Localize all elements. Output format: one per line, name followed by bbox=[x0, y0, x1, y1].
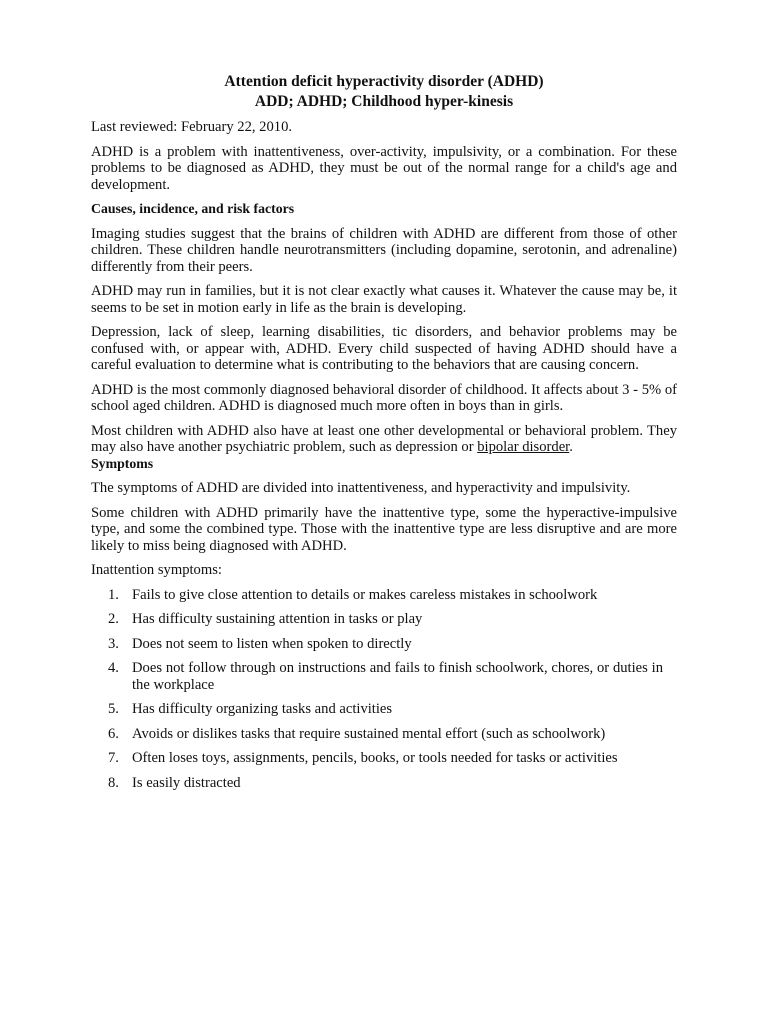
list-item-text: Does not seem to listen when spoken to directly bbox=[132, 635, 412, 652]
list-item-text: Does not follow through on instructions and fails to finish schoolwork, chores, or duties in the workplace bbox=[132, 660, 663, 693]
causes-paragraph-3: Depression, lack of sleep, learning disabilities, tic disorders, and behavior problems may be confused with, or appear with, ADHD. Every child suspected of having ADHD should have a careful evaluation to determine what is contributing to the behaviors that are causing concern. bbox=[91, 324, 677, 373]
causes-paragraph-5-end: . bbox=[569, 439, 573, 455]
list-item bbox=[91, 750, 677, 767]
list-item-number: 6. bbox=[108, 725, 119, 742]
title-line-1: Attention deficit hyperactivity disorder (ADHD) bbox=[224, 73, 544, 90]
list-item bbox=[91, 726, 677, 743]
list-item bbox=[91, 775, 677, 792]
list-item-number: 7. bbox=[108, 750, 119, 766]
list-item-text: Is easily distracted bbox=[132, 774, 241, 791]
symptoms-heading: Symptoms bbox=[91, 455, 154, 471]
list-item-number: 3. bbox=[108, 635, 119, 652]
list-item bbox=[91, 701, 677, 718]
last-reviewed: Last reviewed: February 22, 2010. bbox=[91, 119, 293, 135]
causes-paragraph-1: Imaging studies suggest that the brains of children with ADHD are different from those of other children. These children handle neurotransmitters (including dopamine, serotonin, and adrenaline) differently from their peers. bbox=[91, 225, 677, 275]
causes-heading: Causes, incidence, and risk factors bbox=[91, 201, 295, 216]
causes-paragraph-2: ADHD may run in families, but it is not clear exactly what causes it. Whatever the cause may be, it seems to be set in motion early in life as the brain is developing. bbox=[91, 283, 677, 316]
intro-paragraph: ADHD is a problem with inattentiveness, over-activity, impulsivity, or a combination. For these problems to be diagnosed as ADHD, they must be out of the normal range for a child's age and development. bbox=[91, 143, 677, 193]
inattention-symptom-list bbox=[91, 587, 677, 792]
causes-paragraph-4: ADHD is the most commonly diagnosed behavioral disorder of childhood. It affects about 3 - 5% of school aged children. ADHD is diagnosed much more often in boys than in girls. bbox=[91, 381, 677, 414]
list-item bbox=[91, 636, 677, 653]
list-item bbox=[91, 660, 677, 693]
document-page bbox=[91, 72, 677, 799]
causes-paragraph-5 bbox=[91, 423, 677, 456]
list-item-text: Often loses toys, assignments, pencils, books, or tools needed for tasks or activities bbox=[132, 750, 618, 766]
inattention-label: Inattention symptoms: bbox=[91, 562, 222, 578]
causes-paragraph-5-text: Most children with ADHD also have at least one other developmental or behavioral problem. They may also have another psychiatric problem, such as depression or bbox=[91, 422, 677, 455]
document-title bbox=[91, 72, 677, 112]
symptoms-paragraph-1: The symptoms of ADHD are divided into inattentiveness, and hyperactivity and impulsivity. bbox=[91, 480, 631, 496]
list-item-number: 8. bbox=[108, 774, 119, 791]
list-item-text: Has difficulty organizing tasks and activities bbox=[132, 701, 393, 717]
list-item-text: Fails to give close attention to details or makes careless mistakes in schoolwork bbox=[132, 586, 598, 603]
list-item-text: Has difficulty sustaining attention in tasks or play bbox=[132, 611, 423, 627]
bipolar-disorder-link[interactable]: bipolar disorder bbox=[477, 439, 570, 455]
list-item-number: 4. bbox=[108, 660, 119, 676]
list-item-number: 2. bbox=[108, 611, 119, 627]
list-item-text: Avoids or dislikes tasks that require sustained mental effort (such as schoolwork) bbox=[132, 725, 606, 742]
list-item-number: 1. bbox=[108, 586, 119, 603]
symptoms-paragraph-2: Some children with ADHD primarily have the inattentive type, some the hyperactive-impulsive type, and some the combined type. Those with the inattentive type are less disruptive and are more likely to miss being diagnosed with ADHD. bbox=[91, 504, 677, 554]
title-line-2: ADD; ADHD; Childhood hyper-kinesis bbox=[254, 93, 514, 110]
list-item-number: 5. bbox=[108, 701, 119, 717]
list-item bbox=[91, 587, 677, 604]
list-item bbox=[91, 611, 677, 628]
